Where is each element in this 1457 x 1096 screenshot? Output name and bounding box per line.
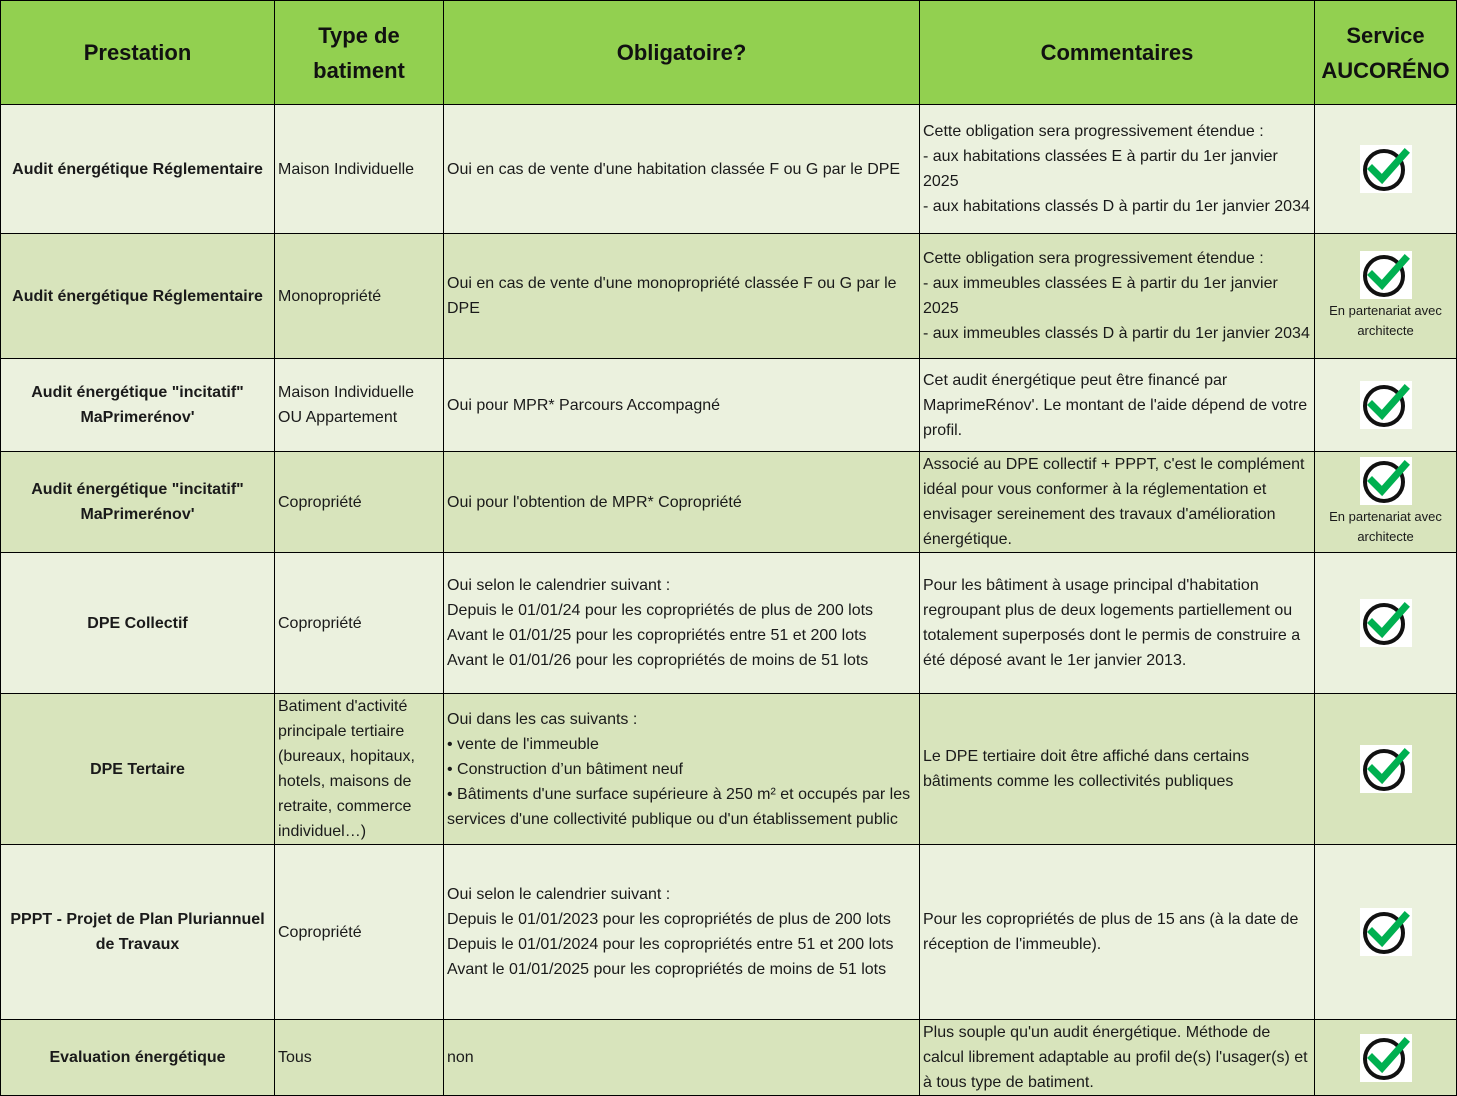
check-circle-icon (1360, 457, 1412, 505)
type-cell: Maison Individuelle OU Appartement (275, 359, 444, 452)
table-row (1, 234, 1457, 359)
prestation-cell: DPE Collectif (1, 553, 275, 694)
obligatoire-cell: Oui selon le calendrier suivant : Depuis le 01/01/2023 pour les copropriétés de plus de 200 lots Depuis le 01/01/2024 pour les copropriétés entre 51 et 200 lots Avant le 01/01/2025 pour les copropriétés de moins de 51 lots (444, 845, 920, 1020)
table-row (1, 105, 1457, 234)
prestation-cell: Evaluation énergétique (1, 1020, 275, 1096)
table-row (1, 359, 1457, 452)
service-cell (1315, 359, 1457, 452)
commentaires-cell: Cette obligation sera progressivement étendue : - aux habitations classées E à partir du 1er janvier 2025 - aux habitations classés D à partir du 1er janvier 2034 (920, 105, 1315, 234)
obligatoire-cell: Oui pour l'obtention de MPR* Copropriété (444, 452, 920, 553)
header-row (1, 1, 1457, 105)
commentaires-cell: Pour les copropriétés de plus de 15 ans (à la date de réception de l'immeuble). (920, 845, 1315, 1020)
check-circle-icon (1360, 745, 1412, 793)
table-row (1, 553, 1457, 694)
obligatoire-cell: Oui dans les cas suivants : • vente de l'immeuble • Construction d’un bâtiment neuf • Bâtiments d'une surface supérieure à 250 m² et occupés par les services d'une collectivité publique ou d'un établissement public (444, 694, 920, 845)
service-cell (1315, 553, 1457, 694)
partnership-note: En partenariat avec architecte (1329, 509, 1442, 544)
check-circle-icon (1360, 251, 1412, 299)
prestation-cell: DPE Tertaire (1, 694, 275, 845)
header-commentaires: Commentaires (920, 1, 1315, 105)
commentaires-cell: Pour les bâtiment à usage principal d'habitation regroupant plus de deux logements partiellement ou totalement superposés dont le permis de construire a été déposé avant le 1er janvier 2013. (920, 553, 1315, 694)
service-cell (1315, 694, 1457, 845)
type-cell: Copropriété (275, 553, 444, 694)
commentaires-cell: Cet audit énergétique peut être financé par MaprimeRénov'. Le montant de l'aide dépend de votre profil. (920, 359, 1315, 452)
obligatoire-cell: Oui en cas de vente d'une monopropriété classée F ou G par le DPE (444, 234, 920, 359)
prestation-cell: Audit énergétique Réglementaire (1, 105, 275, 234)
commentaires-cell: Associé au DPE collectif + PPPT, c'est le complément idéal pour vous conformer à la réglementation et envisager sereinement des travaux d'amélioration énergétique. (920, 452, 1315, 553)
commentaires-cell: Cette obligation sera progressivement étendue : - aux immeubles classées E à partir du 1er janvier 2025 - aux immeubles classés D à partir du 1er janvier 2034 (920, 234, 1315, 359)
check-circle-icon (1360, 599, 1412, 647)
obligatoire-cell: Oui pour MPR* Parcours Accompagné (444, 359, 920, 452)
table-row (1, 452, 1457, 553)
table-row (1, 1020, 1457, 1096)
table-row (1, 845, 1457, 1020)
service-cell (1315, 1020, 1457, 1096)
check-circle-icon (1360, 381, 1412, 429)
commentaires-cell: Le DPE tertiaire doit être affiché dans certains bâtiments comme les collectivités publiques (920, 694, 1315, 845)
table-row (1, 694, 1457, 845)
header-type-batiment: Type de batiment (275, 1, 444, 105)
prestation-cell: Audit énergétique "incitatif" MaPrimerénov' (1, 452, 275, 553)
service-cell (1315, 105, 1457, 234)
header-prestation: Prestation (1, 1, 275, 105)
commentaires-cell: Plus souple qu'un audit énergétique. Méthode de calcul librement adaptable au profil de(s) l'usager(s) et à tous type de batiment. (920, 1020, 1315, 1096)
type-cell: Monopropriété (275, 234, 444, 359)
partnership-note: En partenariat avec architecte (1329, 303, 1442, 338)
header-service: Service AUCORÉNO (1315, 1, 1457, 105)
check-circle-icon (1360, 1034, 1412, 1082)
type-cell: Tous (275, 1020, 444, 1096)
type-cell: Copropriété (275, 452, 444, 553)
service-cell (1315, 452, 1457, 553)
obligatoire-cell: Oui en cas de vente d'une habitation classée F ou G par le DPE (444, 105, 920, 234)
service-cell (1315, 845, 1457, 1020)
type-cell: Maison Individuelle (275, 105, 444, 234)
prestation-cell: PPPT - Projet de Plan Pluriannuel de Travaux (1, 845, 275, 1020)
check-circle-icon (1360, 145, 1412, 193)
check-circle-icon (1360, 908, 1412, 956)
type-cell: Copropriété (275, 845, 444, 1020)
obligatoire-cell: non (444, 1020, 920, 1096)
type-cell: Batiment d'activité principale tertiaire (bureaux, hopitaux, hotels, maisons de retraite, commerce individuel…) (275, 694, 444, 845)
header-obligatoire: Obligatoire? (444, 1, 920, 105)
prestation-cell: Audit énergétique "incitatif" MaPrimerénov' (1, 359, 275, 452)
prestation-cell: Audit énergétique Réglementaire (1, 234, 275, 359)
obligatoire-cell: Oui selon le calendrier suivant : Depuis le 01/01/24 pour les copropriétés de plus de 200 lots Avant le 01/01/25 pour les copropriétés entre 51 et 200 lots Avant le 01/01/26 pour les copropriétés de moins de 51 lots (444, 553, 920, 694)
service-cell (1315, 234, 1457, 359)
